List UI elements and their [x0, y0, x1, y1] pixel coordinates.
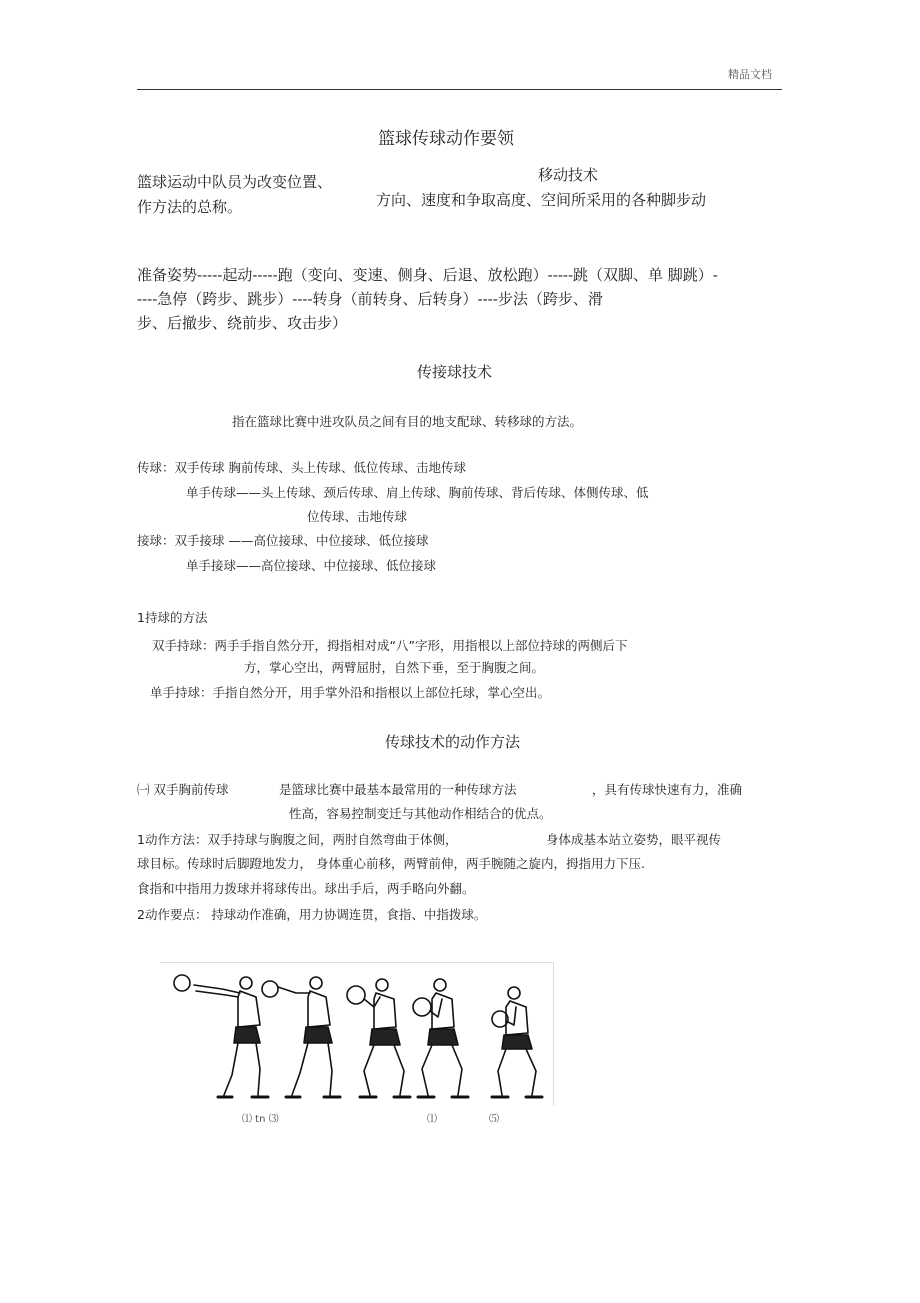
document-title: 篮球传球动作要领: [378, 129, 514, 149]
catch-line-1: 接球：双手接球 ——高位接球、中位接球、低位接球: [137, 533, 429, 548]
pass-line-1: 传球：双手传球 胸前传球、头上传球、低位传球、击地传球: [137, 460, 466, 475]
method-item-title: ㈠ 双手胸前传球: [137, 782, 229, 797]
movement-list-line-1: 准备姿势-----起动-----跑（变向、变速、侧身、后退、放松跑）-----跳（双脚、单 脚跳）-: [137, 266, 718, 284]
figure-caption-2: ⑴: [427, 1114, 437, 1125]
action-method-line-1a: 1动作方法：双手持球与胸腹之间，两肘自然弯曲于体侧，: [137, 832, 458, 847]
movement-intro-right: 方向、速度和争取高度、空间所采用的各种脚步动: [376, 191, 707, 209]
section-heading-method: 传球技术的动作方法: [385, 733, 521, 751]
action-method-line-3: 食指和中指用力拨球并将球传出。球出手后，两手略向外翻。: [137, 881, 475, 896]
hold-one-hand: 单手持球：手指自然分开，用手掌外沿和指根以上部位托球，掌心空出。: [150, 685, 551, 700]
pass-line-3: 位传球、击地传球: [307, 509, 408, 524]
method-item-desc-a: 是篮球比赛中最基本最常用的一种传球方法: [279, 782, 517, 797]
hold-two-hand-line-2: 方，掌心空出，两臂屈肘，自然下垂，至于胸腹之间。: [244, 660, 545, 675]
key-points: 2动作要点： 持球动作准确，用力协调连贯，食指、中指拨球。: [137, 907, 487, 922]
player-figure-1: [174, 975, 268, 1097]
figure-caption-3: ⑸: [489, 1114, 499, 1125]
section-heading-movement: 移动技术: [538, 166, 599, 184]
header-divider: [137, 89, 782, 90]
ball-icon: [262, 981, 278, 997]
page-header-label: 精品文档: [728, 68, 772, 81]
player-figure-5: [492, 987, 542, 1097]
section-heading-passing: 传接球技术: [417, 363, 493, 381]
player-figure-2: [262, 977, 340, 1097]
passing-definition: 指在篮球比赛中进攻队员之间有目的地支配球、转移球的方法。: [232, 414, 583, 429]
chest-pass-sequence-figure: [160, 962, 554, 1106]
movement-intro-left-2: 作方法的总称。: [137, 198, 243, 216]
movement-list-line-2: ----急停（跨步、跳步）----转身（前转身、后转身）----步法（跨步、滑: [137, 290, 603, 308]
movement-intro-left-1: 篮球运动中队员为改变位置、: [137, 173, 333, 191]
ball-icon: [347, 986, 365, 1004]
method-item-desc-b: ，具有传球快速有力，准确: [592, 782, 743, 797]
ball-icon: [413, 998, 431, 1016]
ball-icon: [174, 975, 190, 991]
hold-two-hand-line-1: 双手持球：两手手指自然分开，拇指相对成“八”字形，用指根以上部位持球的两侧后下: [152, 638, 628, 653]
chest-pass-illustration: [160, 963, 553, 1106]
method-item-desc-line-2: 性高，容易控制变迁与其他动作相结合的优点。: [289, 806, 552, 821]
action-method-line-2: 球目标。传球时后脚蹬地发力， 身体重心前移，两臂前伸，两手腕随之旋内，拇指用力下压.: [137, 856, 645, 871]
action-method-line-1b: 身体成基本站立姿势，眼平视传: [546, 832, 722, 847]
hold-heading: 1持球的方法: [137, 610, 208, 625]
catch-line-2: 单手接球——高位接球、中位接球、低位接球: [186, 558, 437, 573]
movement-list-line-3: 步、后撤步、绕前步、攻击步）: [137, 314, 348, 332]
player-figure-4: [413, 979, 468, 1097]
player-figure-3: [347, 979, 410, 1097]
figure-caption-1: ⑴ tn ⑶: [242, 1114, 279, 1125]
pass-line-2: 单手传球——头上传球、颈后传球、肩上传球、胸前传球、背后传球、体侧传球、低: [186, 485, 649, 500]
